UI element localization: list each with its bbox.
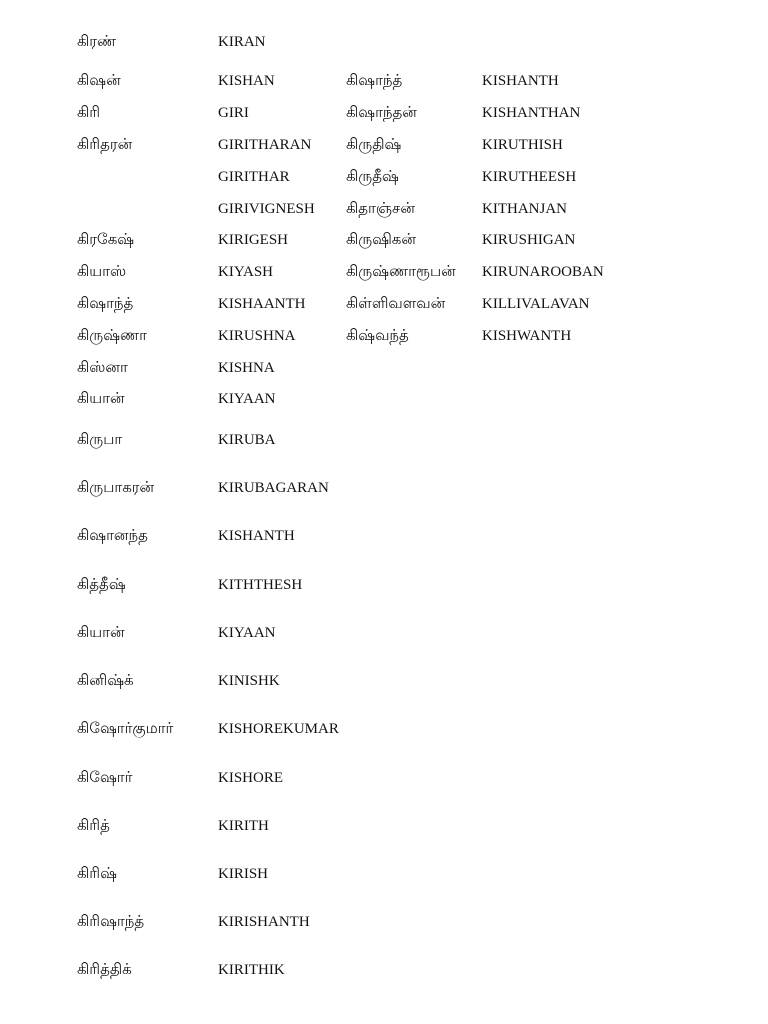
tamil-name-alt: கிள்ளிவளவன்	[346, 296, 446, 312]
latin-name: KIRITH	[218, 818, 269, 834]
latin-name: KISHNA	[218, 360, 275, 376]
latin-name-alt: KIRUSHIGAN	[482, 232, 576, 248]
tamil-name: கியான்	[77, 391, 125, 407]
latin-name-alt: KILLIVALAVAN	[482, 296, 590, 312]
name-row	[0, 261, 768, 283]
name-row	[0, 293, 768, 315]
tamil-name: கிரிதரன்	[77, 137, 133, 153]
name-row	[0, 388, 768, 410]
name-row	[0, 229, 768, 251]
latin-name: GIRIVIGNESH	[218, 201, 315, 217]
name-row	[0, 574, 768, 596]
latin-name: GIRITHARAN	[218, 137, 312, 153]
name-row	[0, 718, 768, 740]
tamil-name: கிருஷ்ணா	[77, 328, 147, 344]
name-row	[0, 815, 768, 837]
latin-name-alt: KIRUNAROOBAN	[482, 264, 604, 280]
latin-name: KIRISH	[218, 866, 269, 882]
tamil-name: கிரி	[77, 105, 101, 121]
name-row	[0, 166, 768, 188]
latin-name: KIYASH	[218, 264, 274, 280]
tamil-name-alt: கிருதீஷ்	[346, 169, 399, 185]
latin-name-alt: KISHWANTH	[482, 328, 572, 344]
tamil-name: கிஷாந்த்	[77, 296, 134, 312]
tamil-name-alt: கிருதிஷ்	[346, 137, 402, 153]
tamil-name: கித்தீஷ்	[77, 577, 126, 593]
tamil-name: கிஸ்னா	[77, 360, 128, 376]
tamil-name: கிரண்	[77, 34, 117, 50]
latin-name: KINISHK	[218, 673, 280, 689]
latin-name-alt: KIRUTHISH	[482, 137, 563, 153]
name-row	[0, 134, 768, 156]
latin-name: KISHOREKUMAR	[218, 721, 339, 737]
tamil-name: கியான்	[77, 625, 125, 641]
name-row	[0, 102, 768, 124]
tamil-name: கிரகேஷ்	[77, 232, 135, 248]
tamil-name-alt: கிதாஞ்சன்	[346, 201, 415, 217]
tamil-name: கிரிஷாந்த்	[77, 914, 145, 930]
latin-name: KIRAN	[218, 34, 266, 50]
latin-name: GIRI	[218, 105, 249, 121]
tamil-name: கினிஷ்க்	[77, 673, 134, 689]
tamil-name: கிரித்	[77, 818, 110, 834]
latin-name: KIRITHIK	[218, 962, 285, 978]
tamil-name: கிஷோர்குமார்	[77, 721, 174, 737]
latin-name: KIRUBAGARAN	[218, 480, 329, 496]
name-row	[0, 325, 768, 347]
tamil-name: கியாஸ்	[77, 264, 127, 280]
latin-name: KIYAAN	[218, 391, 276, 407]
name-row	[0, 31, 768, 53]
tamil-name: கிஷோர்	[77, 770, 133, 786]
latin-name-alt: KISHANTH	[482, 73, 559, 89]
tamil-name-alt: கிஷாந்த்	[346, 73, 403, 89]
name-row	[0, 525, 768, 547]
latin-name: KIRISHANTH	[218, 914, 310, 930]
name-row	[0, 622, 768, 644]
name-row	[0, 863, 768, 885]
tamil-name: கிஷன்	[77, 73, 121, 89]
name-row	[0, 429, 768, 451]
name-row	[0, 911, 768, 933]
latin-name: KIRIGESH	[218, 232, 288, 248]
tamil-name: கிரித்திக்	[77, 962, 132, 978]
tamil-name-alt: கிஷ்வந்த்	[346, 328, 409, 344]
name-row	[0, 670, 768, 692]
latin-name: KISHAN	[218, 73, 275, 89]
latin-name-alt: KITHANJAN	[482, 201, 567, 217]
name-row	[0, 70, 768, 92]
name-row	[0, 357, 768, 379]
name-row	[0, 198, 768, 220]
tamil-name: கிருபாகரன்	[77, 480, 155, 496]
latin-name: KISHANTH	[218, 528, 295, 544]
name-row	[0, 477, 768, 499]
tamil-name: கிருபா	[77, 432, 123, 448]
name-row	[0, 959, 768, 981]
latin-name: KITHTHESH	[218, 577, 303, 593]
tamil-name: கிரிஷ்	[77, 866, 117, 882]
latin-name: KIRUBA	[218, 432, 276, 448]
latin-name-alt: KIRUTHEESH	[482, 169, 577, 185]
tamil-name: கிஷானந்த	[77, 528, 148, 544]
name-row	[0, 767, 768, 789]
tamil-name-alt: கிருஷ்ணாரூபன்	[346, 264, 456, 280]
latin-name: KIYAAN	[218, 625, 276, 641]
latin-name: KIRUSHNA	[218, 328, 296, 344]
tamil-name-alt: கிஷாந்தன்	[346, 105, 417, 121]
latin-name: KISHORE	[218, 770, 284, 786]
latin-name: GIRITHAR	[218, 169, 290, 185]
latin-name: KISHAANTH	[218, 296, 306, 312]
latin-name-alt: KISHANTHAN	[482, 105, 581, 121]
tamil-name-alt: கிருஷிகன்	[346, 232, 416, 248]
